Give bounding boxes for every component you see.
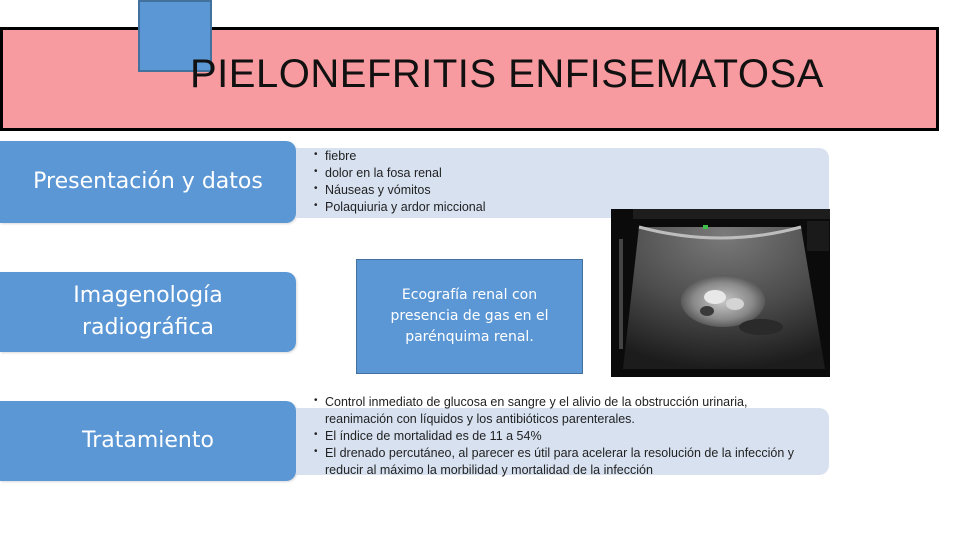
presentation-list — [314, 148, 486, 216]
label-tratamiento — [0, 401, 296, 481]
label-tratamiento-text: Tratamiento — [82, 428, 214, 454]
presentation-bullet: • Polaquiuria y ardor miccional — [314, 199, 486, 216]
label-imagenologia — [0, 272, 296, 352]
ultrasound-graphic — [611, 209, 830, 377]
presentation-panel — [296, 148, 829, 218]
treatment-bullet: • El índice de mortalidad es de 11 a 54% — [314, 428, 806, 445]
label-presentacion — [0, 141, 296, 223]
treatment-bullet: • El drenado percutáneo, al parecer es útil para acelerar la resolución de la infección y reducir al máximo la morbilidad y mortalidad de la infección — [314, 445, 806, 479]
label-presentacion-text: Presentación y datos — [33, 169, 263, 195]
imaging-callout-text: Ecografía renal con presencia de gas en el parénquima renal. — [390, 287, 549, 345]
presentation-bullet: • dolor en la fosa renal — [314, 165, 486, 182]
label-imagenologia-line1: Imagenología — [73, 283, 223, 309]
presentation-bullet: • Náuseas y vómitos — [314, 182, 486, 199]
treatment-bullet: • Control inmediato de glucosa en sangre y el alivio de la obstrucción urinaria, reanimación con líquidos y los antibióticos parenterales. — [314, 394, 806, 428]
imaging-callout — [356, 259, 583, 374]
slide-title: PIELONEFRITIS ENFISEMATOSA — [190, 52, 824, 96]
label-imagenologia-line2: radiográfica — [82, 315, 214, 340]
ultrasound-image — [611, 209, 830, 377]
treatment-list — [314, 394, 806, 479]
presentation-bullet: • fiebre — [314, 148, 486, 165]
